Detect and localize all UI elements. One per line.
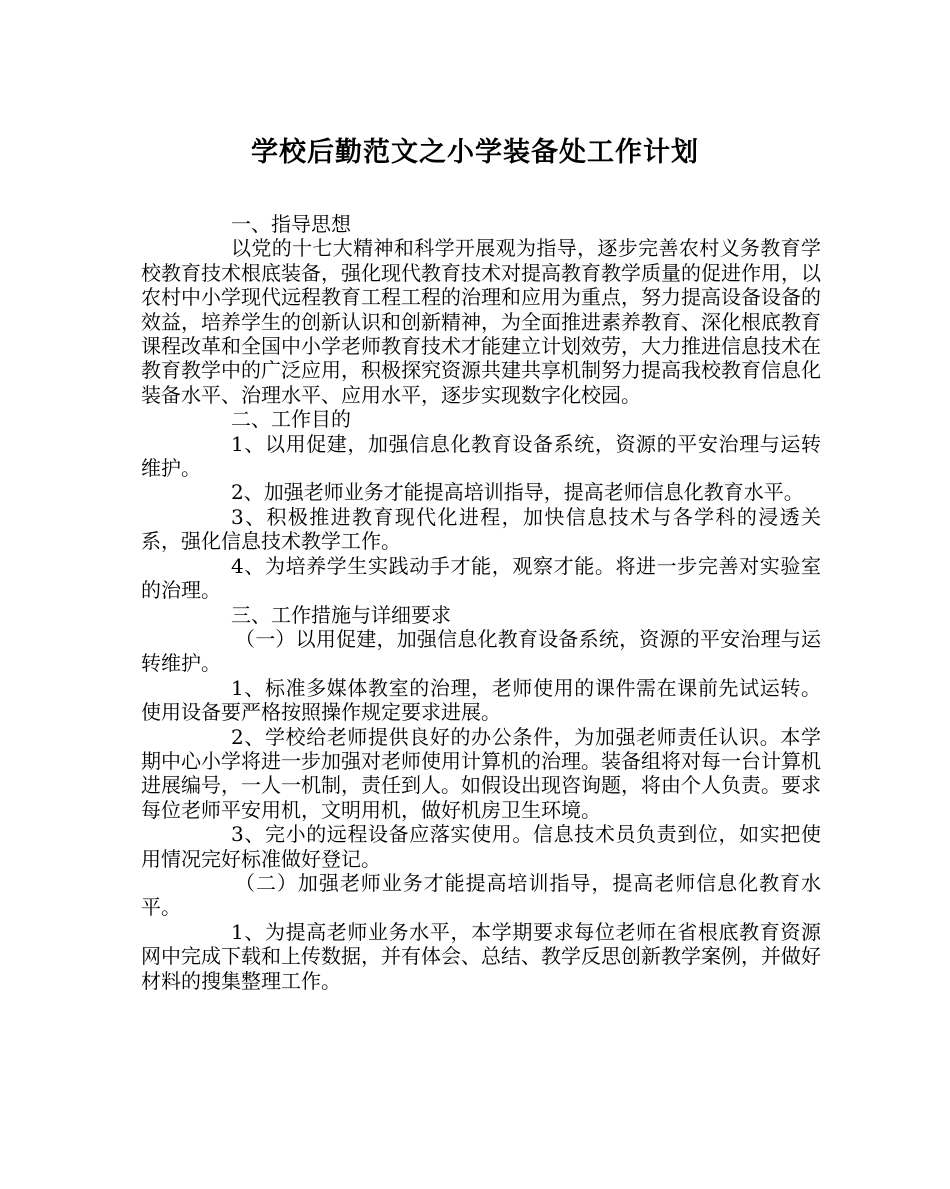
measure-item-1-1: 1、标准多媒体教室的治理，老师使用的课件需在课前先试运转。使用设备要严格按照操作规定要求进展。 [141, 675, 821, 725]
subsection-heading-1: （一）以用促建，加强信息化教育设备系统，资源的平安治理与运转维护。 [141, 626, 821, 676]
measure-item-1-3: 3、完小的远程设备应落实使用。信息技术员负责到位，如实把使用情况完好标准做好登记。 [141, 822, 821, 871]
document-title: 学校后勤范文之小学装备处工作计划 [251, 137, 699, 168]
subsection-heading-2: （二）加强老师业务才能提高培训指导，提高老师信息化教育水平。 [141, 870, 821, 920]
paragraph-guiding-ideology: 以党的十七大精神和科学开展观为指导，逐步完善农村义务教育学校教育技术根底装备，强化现代教育技术对提高教育教学质量的促进作用，以农村中小学现代远程教育工程工程的治理和应用为重点，努力提高设备设备的效益，培养学生的创新认识和创新精神，为全面推进素养教育、深化根底教育课程改革和全国中小学老师教育技术才能建立计划效劳，大力推进信息技术在教育教学中的广泛应用，积极探究资源共建共享机制努力提高我校教育信息化装备水平、治理水平、应用水平，逐步实现数字化校园。 [141, 236, 821, 407]
measure-item-1-2: 2、学校给老师提供良好的办公条件，为加强老师责任认识。本学期中心小学将进一步加强对老师使用计算机的治理。装备组将对每一台计算机进展编号，一人一机制，责任到人。如假设出现咨询题，将由个人负责。要求每位老师平安用机，文明用机，做好机房卫生环境。 [141, 724, 821, 822]
goal-item-3: 3、积极推进教育现代化进程，加快信息技术与各学科的浸透关系，强化信息技术教学工作。 [141, 504, 821, 554]
goal-item-1: 1、以用促建，加强信息化教育设备系统，资源的平安治理与运转维护。 [141, 431, 821, 481]
goal-item-4: 4、为培养学生实践动手才能，观察才能。将进一步完善对实验室的治理。 [141, 553, 821, 603]
measure-item-2-1: 1、为提高老师业务水平，本学期要求每位老师在省根底教育资源网中完成下载和上传数据，并有体会、总结、教学反思创新教学案例，并做好材料的搜集整理工作。 [141, 919, 821, 993]
document-body [141, 212, 821, 993]
section-heading-guiding-ideology: 一、指导思想 [231, 212, 351, 236]
goal-item-2: 2、加强老师业务才能提高培训指导，提高老师信息化教育水平。 [231, 480, 804, 505]
section-heading-measures: 三、工作措施与详细要求 [231, 602, 451, 627]
section-heading-work-goals: 二、工作目的 [231, 407, 351, 432]
